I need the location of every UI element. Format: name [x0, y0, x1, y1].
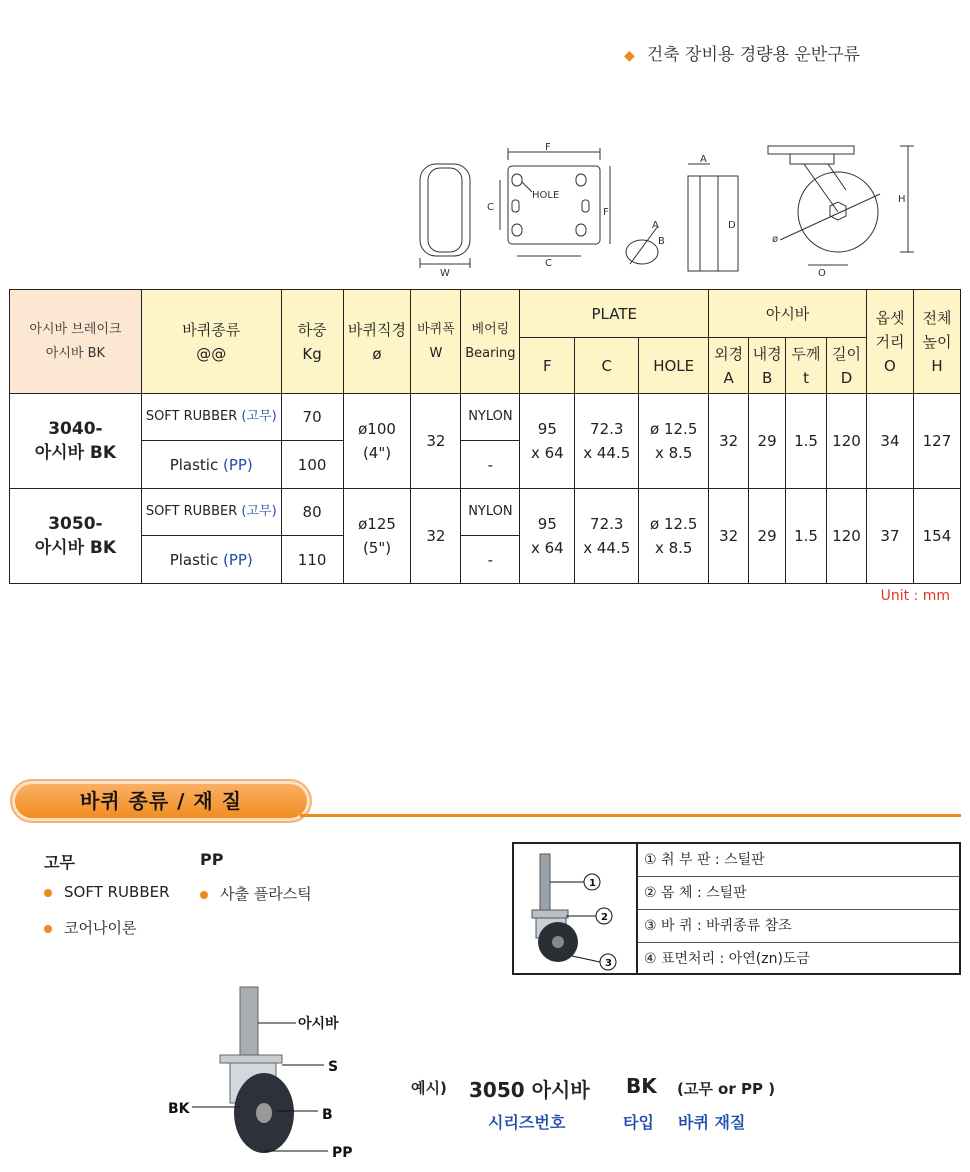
load-cell: 100 — [281, 441, 343, 489]
label-a-pipe: A — [700, 154, 707, 165]
width-cell: 32 — [411, 394, 461, 489]
asiba-t-cell: 1.5 — [786, 489, 827, 584]
header-diameter: 바퀴직경 ø — [343, 290, 411, 394]
plate-c-cell: 72.3 x 44.5 — [575, 489, 639, 584]
header-wheel-type: 바퀴종류 @@ — [141, 290, 281, 394]
part-row: ③ 바 퀴 : 바퀴종류 참조 — [638, 910, 959, 943]
header-offset: 옵셋 거리 O — [866, 290, 913, 394]
label-f-top: F — [545, 142, 551, 153]
header-b: 내경 B — [749, 338, 786, 394]
plate-hole-cell: ø 12.5 x 8.5 — [639, 394, 709, 489]
asiba-a-cell: 32 — [709, 394, 749, 489]
wheel-type-cell: SOFT RUBBER (고무) — [141, 394, 281, 441]
svg-text:2: 2 — [601, 912, 608, 923]
label-h: H — [898, 194, 906, 205]
bearing-cell: NYLON — [461, 489, 520, 536]
plate-hole-cell: ø 12.5 x 8.5 — [639, 489, 709, 584]
diamond-icon: ◆ — [624, 48, 635, 64]
label-b: B — [322, 1107, 333, 1123]
label-o: O — [818, 268, 826, 279]
diameter-cell: ø125 (5") — [343, 489, 411, 584]
plate-f-cell: 95 x 64 — [520, 489, 575, 584]
caster-photo — [514, 844, 638, 973]
svg-text:1: 1 — [589, 878, 596, 889]
plate-f-cell: 95 x 64 — [520, 394, 575, 489]
model-cell: 3040- 아시바 BK — [10, 394, 142, 489]
material-label: 바퀴 재질 — [678, 1113, 746, 1132]
label-s: S — [328, 1059, 339, 1075]
example-series: 3050 아시바 — [469, 1078, 590, 1102]
height-cell: 127 — [913, 394, 960, 489]
header-height: 전체 높이 H — [913, 290, 960, 394]
wheel-type-cell: SOFT RUBBER (고무) — [141, 489, 281, 536]
offset-cell: 37 — [866, 489, 913, 584]
table-header-row — [10, 290, 961, 338]
diameter-cell: ø100 (4") — [343, 394, 411, 489]
list-item: 사출 플라스틱 — [200, 883, 312, 904]
label-asiba: 아시바 — [298, 1016, 339, 1032]
example-material: (고무 or PP ) — [677, 1080, 776, 1098]
header-bearing: 베어링 Bearing — [461, 290, 520, 394]
label-f-side: F — [603, 207, 609, 218]
list-item: SOFT RUBBER — [44, 883, 170, 901]
caster-side-view — [768, 146, 854, 154]
label-phi: ø — [772, 234, 779, 245]
unit-note: Unit : mm — [880, 588, 950, 604]
svg-text:3: 3 — [605, 958, 612, 969]
model-cell: 3050- 아시바 BK — [10, 489, 142, 584]
load-cell: 80 — [281, 489, 343, 536]
offset-cell: 34 — [866, 394, 913, 489]
table-row — [10, 394, 961, 441]
load-cell: 70 — [281, 394, 343, 441]
series-label: 시리즈번호 — [488, 1113, 566, 1132]
asiba-d-cell: 120 — [827, 489, 867, 584]
header-hole: HOLE — [639, 338, 709, 394]
label-w: W — [440, 268, 450, 279]
spec-table — [9, 289, 961, 584]
list-item: 코어나이론 — [44, 917, 136, 938]
hole-detail — [626, 240, 658, 264]
bullet-icon — [200, 891, 208, 899]
label-bk: BK — [168, 1101, 190, 1117]
part-row: ① 취 부 판 : 스틸판 — [638, 844, 959, 877]
header-f: F — [520, 338, 575, 394]
label-b-small: B — [658, 236, 665, 247]
header-load: 하중 Kg — [281, 290, 343, 394]
asiba-a-cell: 32 — [709, 489, 749, 584]
label-a-small: A — [652, 220, 659, 231]
header-plate: PLATE — [520, 290, 709, 338]
header-width: 바퀴폭 W — [411, 290, 461, 394]
height-cell: 154 — [913, 489, 960, 584]
load-cell: 110 — [281, 536, 343, 584]
type-label: 타입 — [623, 1113, 654, 1132]
rubber-title: 고무 — [44, 853, 75, 872]
bearing-cell: NYLON — [461, 394, 520, 441]
example-caster-illustration — [160, 985, 380, 1165]
label-pp: PP — [332, 1145, 353, 1161]
label-c-side: C — [487, 202, 494, 213]
label-hole: HOLE — [532, 190, 560, 201]
bearing-cell: - — [461, 536, 520, 584]
part-row: ④ 표면처리 : 아연(zn)도금 — [644, 951, 810, 967]
section-banner: 바퀴 종류 / 재 질 — [10, 779, 312, 823]
header-model: 아시바 브레이크 아시바 BK — [10, 290, 142, 394]
dimension-drawing — [400, 130, 920, 280]
plate-c-cell: 72.3 x 44.5 — [575, 394, 639, 489]
header-c: C — [575, 338, 639, 394]
table-row — [10, 489, 961, 536]
example-type: BK — [626, 1074, 657, 1098]
bullet-icon — [44, 889, 52, 897]
part-row: ② 몸 체 : 스틸판 — [638, 877, 959, 910]
label-c-bottom: C — [545, 258, 552, 269]
header-d: 길이 D — [827, 338, 867, 394]
asiba-d-cell: 120 — [827, 394, 867, 489]
pp-title: PP — [200, 850, 224, 869]
category-title: ◆ 건축 장비용 경량용 운반구류 — [624, 45, 861, 65]
asiba-t-cell: 1.5 — [786, 394, 827, 489]
section-divider — [300, 814, 961, 817]
wheel-type-cell: Plastic (PP) — [141, 441, 281, 489]
example-prefix: 예시) — [411, 1079, 447, 1097]
bearing-cell: - — [461, 441, 520, 489]
parts-box — [512, 842, 961, 975]
bullet-icon — [44, 925, 52, 933]
header-a: 외경 A — [709, 338, 749, 394]
width-cell: 32 — [411, 489, 461, 584]
asiba-b-cell: 29 — [749, 394, 786, 489]
wheel-type-cell: Plastic (PP) — [141, 536, 281, 584]
header-asiba: 아시바 — [709, 290, 867, 338]
header-t: 두께 t — [786, 338, 827, 394]
label-d-pipe: D — [728, 220, 736, 231]
asiba-b-cell: 29 — [749, 489, 786, 584]
